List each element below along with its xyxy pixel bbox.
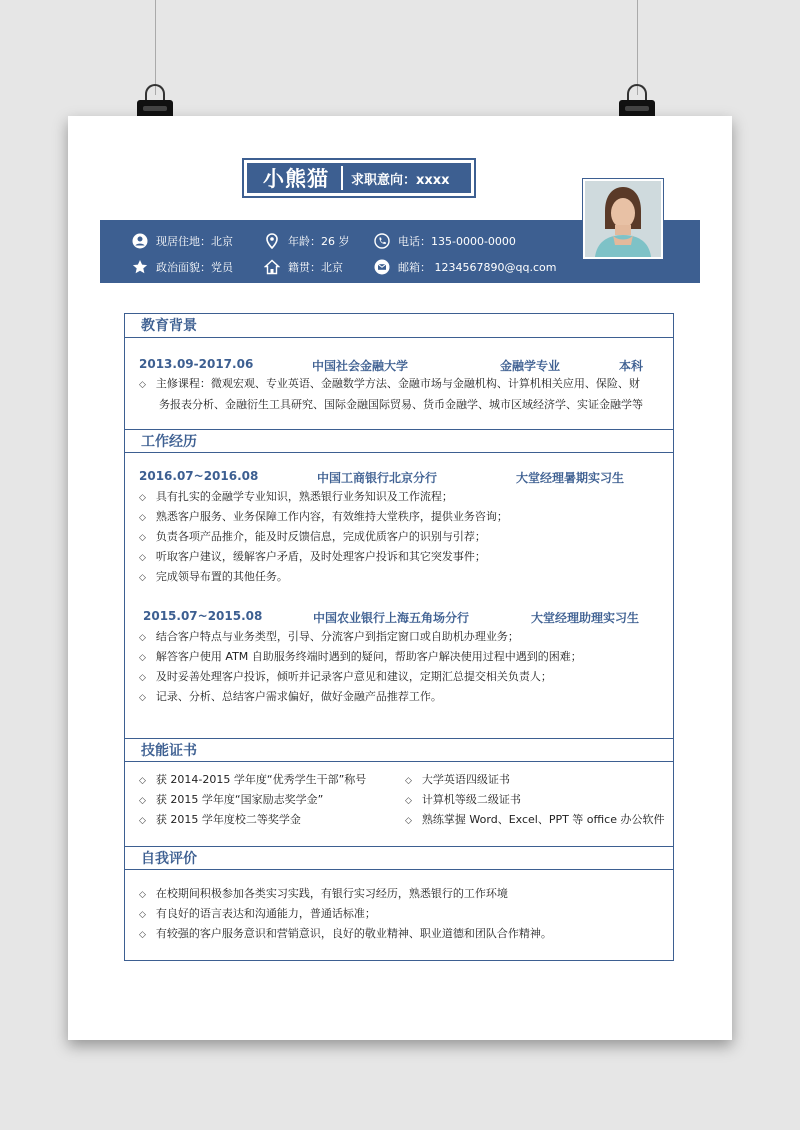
job2-item: ◇ 结合客户特点与业务类型，引导、分流客户到指定窗口或自助机办理业务； bbox=[139, 627, 519, 648]
job2-item: ◇ 记录、分析、总结客户需求偏好，做好金融产品推荐工作。 bbox=[139, 687, 442, 708]
job1-item: ◇ 完成领导布置的其他任务。 bbox=[139, 567, 288, 588]
job1-item: ◇ 听取客户建议，缓解客户矛盾，及时处理客户投诉和其它突发事件； bbox=[139, 547, 486, 568]
job2-item: ◇ 及时妥善处理客户投诉，倾听并记录客户意见和建议，定期汇总提交相关负责人； bbox=[139, 667, 552, 688]
certificate-item: ◇ 计算机等级二级证书 bbox=[405, 790, 521, 811]
section-title-self-evaluation: 自我评价 bbox=[125, 846, 673, 870]
star-icon bbox=[132, 259, 148, 275]
job2-header: 2015.07~2015.08 中国农业银行上海五角场分行 大堂经理助理实习生 bbox=[143, 609, 640, 625]
job1-item: ◇ 负责各项产品推介，能及时反馈信息，完成优质客户的识别与引荐； bbox=[139, 527, 486, 548]
profile-photo bbox=[582, 178, 664, 260]
education-courses: ◇ 主修课程：微观宏观、专业英语、金融数学方法、金融市场与金融机构、计算机相关应用、保险、财 务报表分析、金融衍生工具研究、国际金融国际贸易、货币金融学、城市区域经济学、实证金融学等 bbox=[139, 374, 659, 415]
self-eval-item: ◇ 有良好的语言表达和沟通能力，普通话标准； bbox=[139, 904, 376, 925]
info-age: 年龄：26 岁 bbox=[264, 233, 350, 249]
self-eval-item: ◇ 有较强的客户服务意识和营销意识，良好的敬业精神、职业道德和团队合作精神。 bbox=[139, 924, 552, 945]
section-title-education: 教育背景 bbox=[125, 314, 673, 338]
location-pin-icon bbox=[264, 233, 280, 249]
skill-item: ◇ 获 2015 学年度校二等奖学金 bbox=[139, 810, 301, 831]
certificate-item: ◇ 大学英语四级证书 bbox=[405, 770, 510, 791]
info-native-place: 籍贯：北京 bbox=[264, 259, 343, 275]
candidate-name: 小熊猫 bbox=[263, 167, 329, 191]
section-title-work: 工作经历 bbox=[125, 429, 673, 453]
resume-content bbox=[124, 313, 674, 961]
info-residence: 现居住地：北京 bbox=[132, 233, 233, 249]
info-email: 邮箱： 1234567890@qq.com bbox=[374, 259, 556, 275]
certificate-item: ◇ 熟练掌握 Word、Excel、PPT 等 office 办公软件 bbox=[405, 810, 665, 831]
info-politics: 政治面貌：党员 bbox=[132, 259, 233, 275]
job1-header: 2016.07~2016.08 中国工商银行北京分行 大堂经理暑期实习生 bbox=[139, 469, 625, 485]
job-intent: 求职意向：xxxx bbox=[351, 172, 450, 188]
name-box bbox=[242, 158, 476, 198]
person-icon bbox=[132, 233, 148, 249]
resume-paper bbox=[68, 116, 732, 1040]
mail-icon bbox=[374, 259, 390, 275]
info-phone: 电话：135-0000-0000 bbox=[374, 233, 516, 249]
self-eval-item: ◇ 在校期间积极参加各类实习实践，有银行实习经历，熟悉银行的工作环境 bbox=[139, 884, 508, 905]
job2-item: ◇ 解答客户使用 ATM 自助服务终端时遇到的疑问，帮助客户解决使用过程中遇到的困难； bbox=[139, 647, 582, 668]
home-icon bbox=[264, 259, 280, 275]
job1-item: ◇ 具有扎实的金融学专业知识，熟悉银行业务知识及工作流程； bbox=[139, 487, 453, 508]
portrait-image bbox=[585, 181, 661, 257]
phone-icon bbox=[374, 233, 390, 249]
job1-item: ◇ 熟悉客户服务、业务保障工作内容，有效维持大堂秩序，提供业务咨询； bbox=[139, 507, 508, 528]
hanging-wire-right bbox=[637, 0, 638, 95]
skill-item: ◇ 获 2015 学年度“国家励志奖学金” bbox=[139, 790, 323, 811]
hanging-wire-left bbox=[155, 0, 156, 95]
skill-item: ◇ 获 2014-2015 学年度“优秀学生干部”称号 bbox=[139, 770, 366, 791]
section-title-skills: 技能证书 bbox=[125, 738, 673, 762]
education-header: 2013.09-2017.06 中国社会金融大学 金融学专业 本科 bbox=[139, 357, 644, 373]
